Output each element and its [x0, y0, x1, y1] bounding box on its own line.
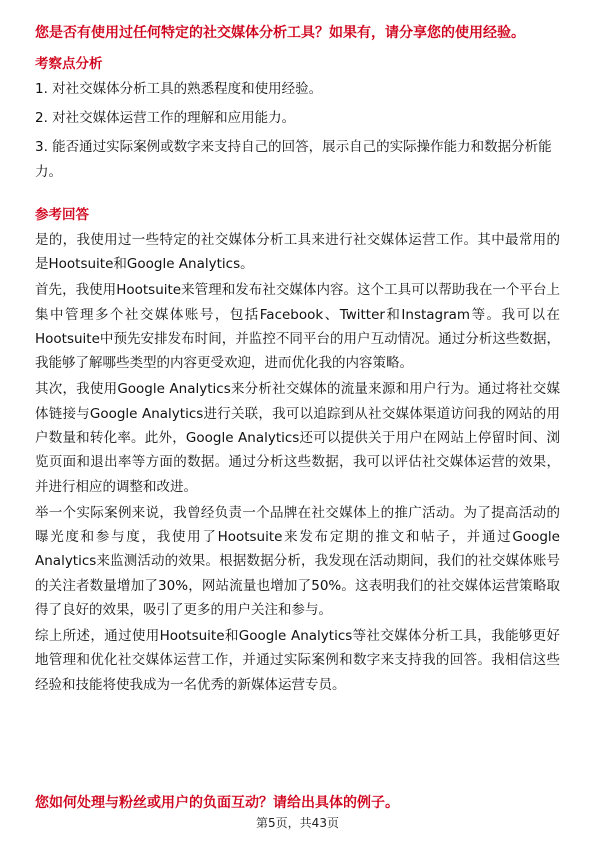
answer-paragraph: 综上所述，通过使用Hootsuite和Google Analytics等社交媒体分析工具，我能够更好地管理和优化社交媒体运营工作，并通过实际案例和数字来支持我的回答。我相信这些经验和技能将使我成为一名优秀的新媒体运营专员。 — [35, 628, 560, 693]
question-heading: 您是否有使用过任何特定的社交媒体分析工具？如果有，请分享您的使用经验。 — [35, 25, 525, 41]
analysis-item: 2. 对社交媒体运营工作的理解和应用能力。 — [35, 110, 296, 126]
answer-paragraph: 首先，我使用Hootsuite来管理和发布社交媒体内容。这个工具可以帮助我在一个平台上集中管理多个社交媒体账号，包括Facebook、Twitter和Instagram等。我可以在Hootsuite中预先安排发布时间，并监控不同平台的用户互动情况。通过分析这些数据，我能够了解哪些类型的内容更受欢迎，进而优化我的内容策略。 — [35, 282, 560, 372]
answer-paragraph: 其次，我使用Google Analytics来分析社交媒体的流量来源和用户行为。通过将社交媒体链接与Google Analytics进行关联，我可以追踪到从社交媒体渠道访问我的网站的用户数量和转化率。此外，Google Analytics还可以提供关于用户在网站上停留时间、浏览页面和退出率等方面的数据。通过分析这些数据，我可以评估社交媒体运营的效果，并进行相应的调整和改进。 — [35, 381, 560, 495]
analysis-item: 3. 能否通过实际案例或数字来支持自己的回答，展示自己的实际操作能力和数据分析能力。 — [35, 139, 552, 180]
analysis-item: 1. 对社交媒体分析工具的熟悉程度和使用经验。 — [35, 81, 323, 97]
analysis-title: 考察点分析 — [35, 56, 103, 72]
answer-body — [35, 228, 560, 699]
analysis-list — [35, 77, 560, 189]
answer-title: 参考回答 — [35, 207, 89, 223]
answer-paragraph: 举一个实际案例来说，我曾经负责一个品牌在社交媒体上的推广活动。为了提高活动的曝光度和参与度，我使用了Hootsuite来发布定期的推文和帖子，并通过Google Analytics来监测活动的效果。根据数据分析，我发现在活动期间，我们的社交媒体账号的关注者数量增加了30%，网站流量也增加了50%。这表明我们的社交媒体运营策略取得了良好的效果，吸引了更多的用户关注和参与。 — [35, 504, 560, 619]
next-question-heading: 您如何处理与粉丝或用户的负面互动？请给出具体的例子。 — [35, 795, 399, 811]
page-number-footer: 第5页，共43页 — [256, 816, 339, 830]
answer-paragraph: 是的，我使用过一些特定的社交媒体分析工具来进行社交媒体运营工作。其中最常用的是Hootsuite和Google Analytics。 — [35, 232, 560, 273]
